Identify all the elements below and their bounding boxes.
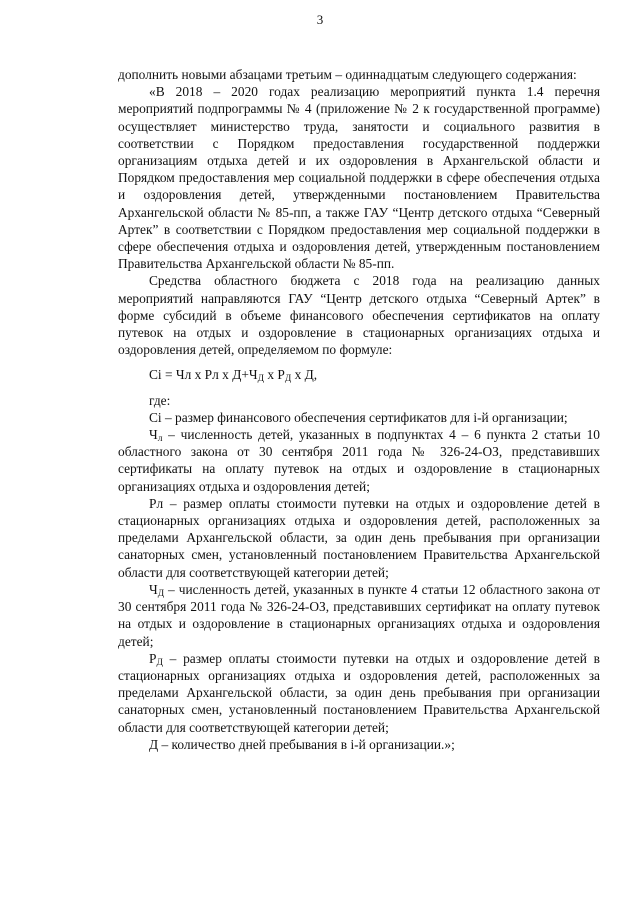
page-number: 3: [316, 12, 324, 27]
definition-rd-symbol: Р: [149, 650, 157, 666]
definition-rd-subscript: Д: [156, 657, 163, 668]
formula-part-b: x Р: [264, 367, 285, 383]
formula-part-c: x Д,: [291, 367, 318, 383]
formula-part-a: Ci = Чл x Рл x Д+Ч: [149, 367, 258, 383]
definition-rd-text: – размер оплаты стоимости путевки на отдых и оздоровление детей в стационарных организациях отдыха и оздоровления детей, расположенных за пределами Архангельской области, за один день пребывания при организации санаторных смен, установленный постановлением Правительства Архангельской области для соответствующей категории детей;: [118, 650, 600, 735]
paragraph-responsible-executor: «В 2018 – 2020 годах реализацию мероприятий пункта 1.4 перечня мероприятий подпрограммы № 4 (приложение № 2 к государственной программе) осуществляет министерство труда, занятости и социального развития в соответствии с Порядком предоставления государственной поддержки организациям отдыха детей и их оздоровления в Архангельской области и Порядком предоставления мер социальной поддержки в сфере обеспечения отдыха и оздоровления детей, утвержденными постановлением Правительства Архангельской области № 85-пп, а также ГАУ “Центр детского отдыха “Северный Артек” в соответствии с Порядком предоставления мер социальной поддержки в сфере обеспечения отдыха и оздоровления детей, утвержденным постановлением Правительства Архангельской области № 85-пп.: [118, 84, 600, 272]
where-label: где:: [149, 392, 171, 408]
definition-d: Д – количество дней пребывания в i-й организации.»;: [149, 736, 455, 752]
definition-chl: [118, 426, 600, 495]
definition-chl-text: – численность детей, указанных в подпунктах 4 – 6 пункта 2 статьи 10 областного закона от 30 сентября 2011 года № 326-24-ОЗ, представивших сертификаты на оплату путевок на отдых и оздоровление в стационарных организациях отдыха и оздоровления детей;: [118, 427, 600, 494]
definition-ci: Ci – размер финансового обеспечения сертификатов для i-й организации;: [149, 409, 568, 425]
definition-rl: Рл – размер оплаты стоимости путевки на отдых и оздоровление детей в стационарных организациях отдыха и оздоровления детей, расположенных за пределами Архангельской области, за один день пребывания при организации санаторных смен, установленный постановлением Правительства Архангельской области для соответствующей категории детей;: [118, 495, 600, 580]
definition-chd-text: – численность детей, указанных в пункте 4 статьи 12 областного закона от 30 сентября 2011 года № 326-24-ОЗ, представивших сертификат на оплату путевок на отдых и оздоровление в стационарных организациях отдыха и оздоровления детей;: [118, 581, 600, 649]
paragraph-funding: Средства областного бюджета с 2018 года на реализацию данных мероприятий направляются ГАУ “Центр детского отдыха “Северный Артек” в форме субсидий в объеме финансового обеспечения сертификатов на оплату путевок на отдых и оздоровление в стационарных организациях отдыха и оздоровления детей, определяемом по формуле:: [118, 273, 600, 358]
definition-chd-subscript: Д: [157, 588, 165, 599]
definition-rd: [118, 650, 600, 736]
formula: [118, 366, 600, 383]
intro-line: дополнить новыми абзацами третьим – одиннадцатым следующего содержания:: [118, 67, 577, 82]
formula-subscript-1: Д: [257, 374, 264, 385]
definition-chd-symbol: Ч: [149, 581, 158, 597]
document-body: [118, 66, 600, 753]
definition-chd: [118, 581, 600, 650]
definition-chl-symbol: Ч: [149, 427, 158, 443]
formula-subscript-2: Д: [284, 374, 292, 385]
definition-chl-subscript: л: [157, 434, 163, 445]
